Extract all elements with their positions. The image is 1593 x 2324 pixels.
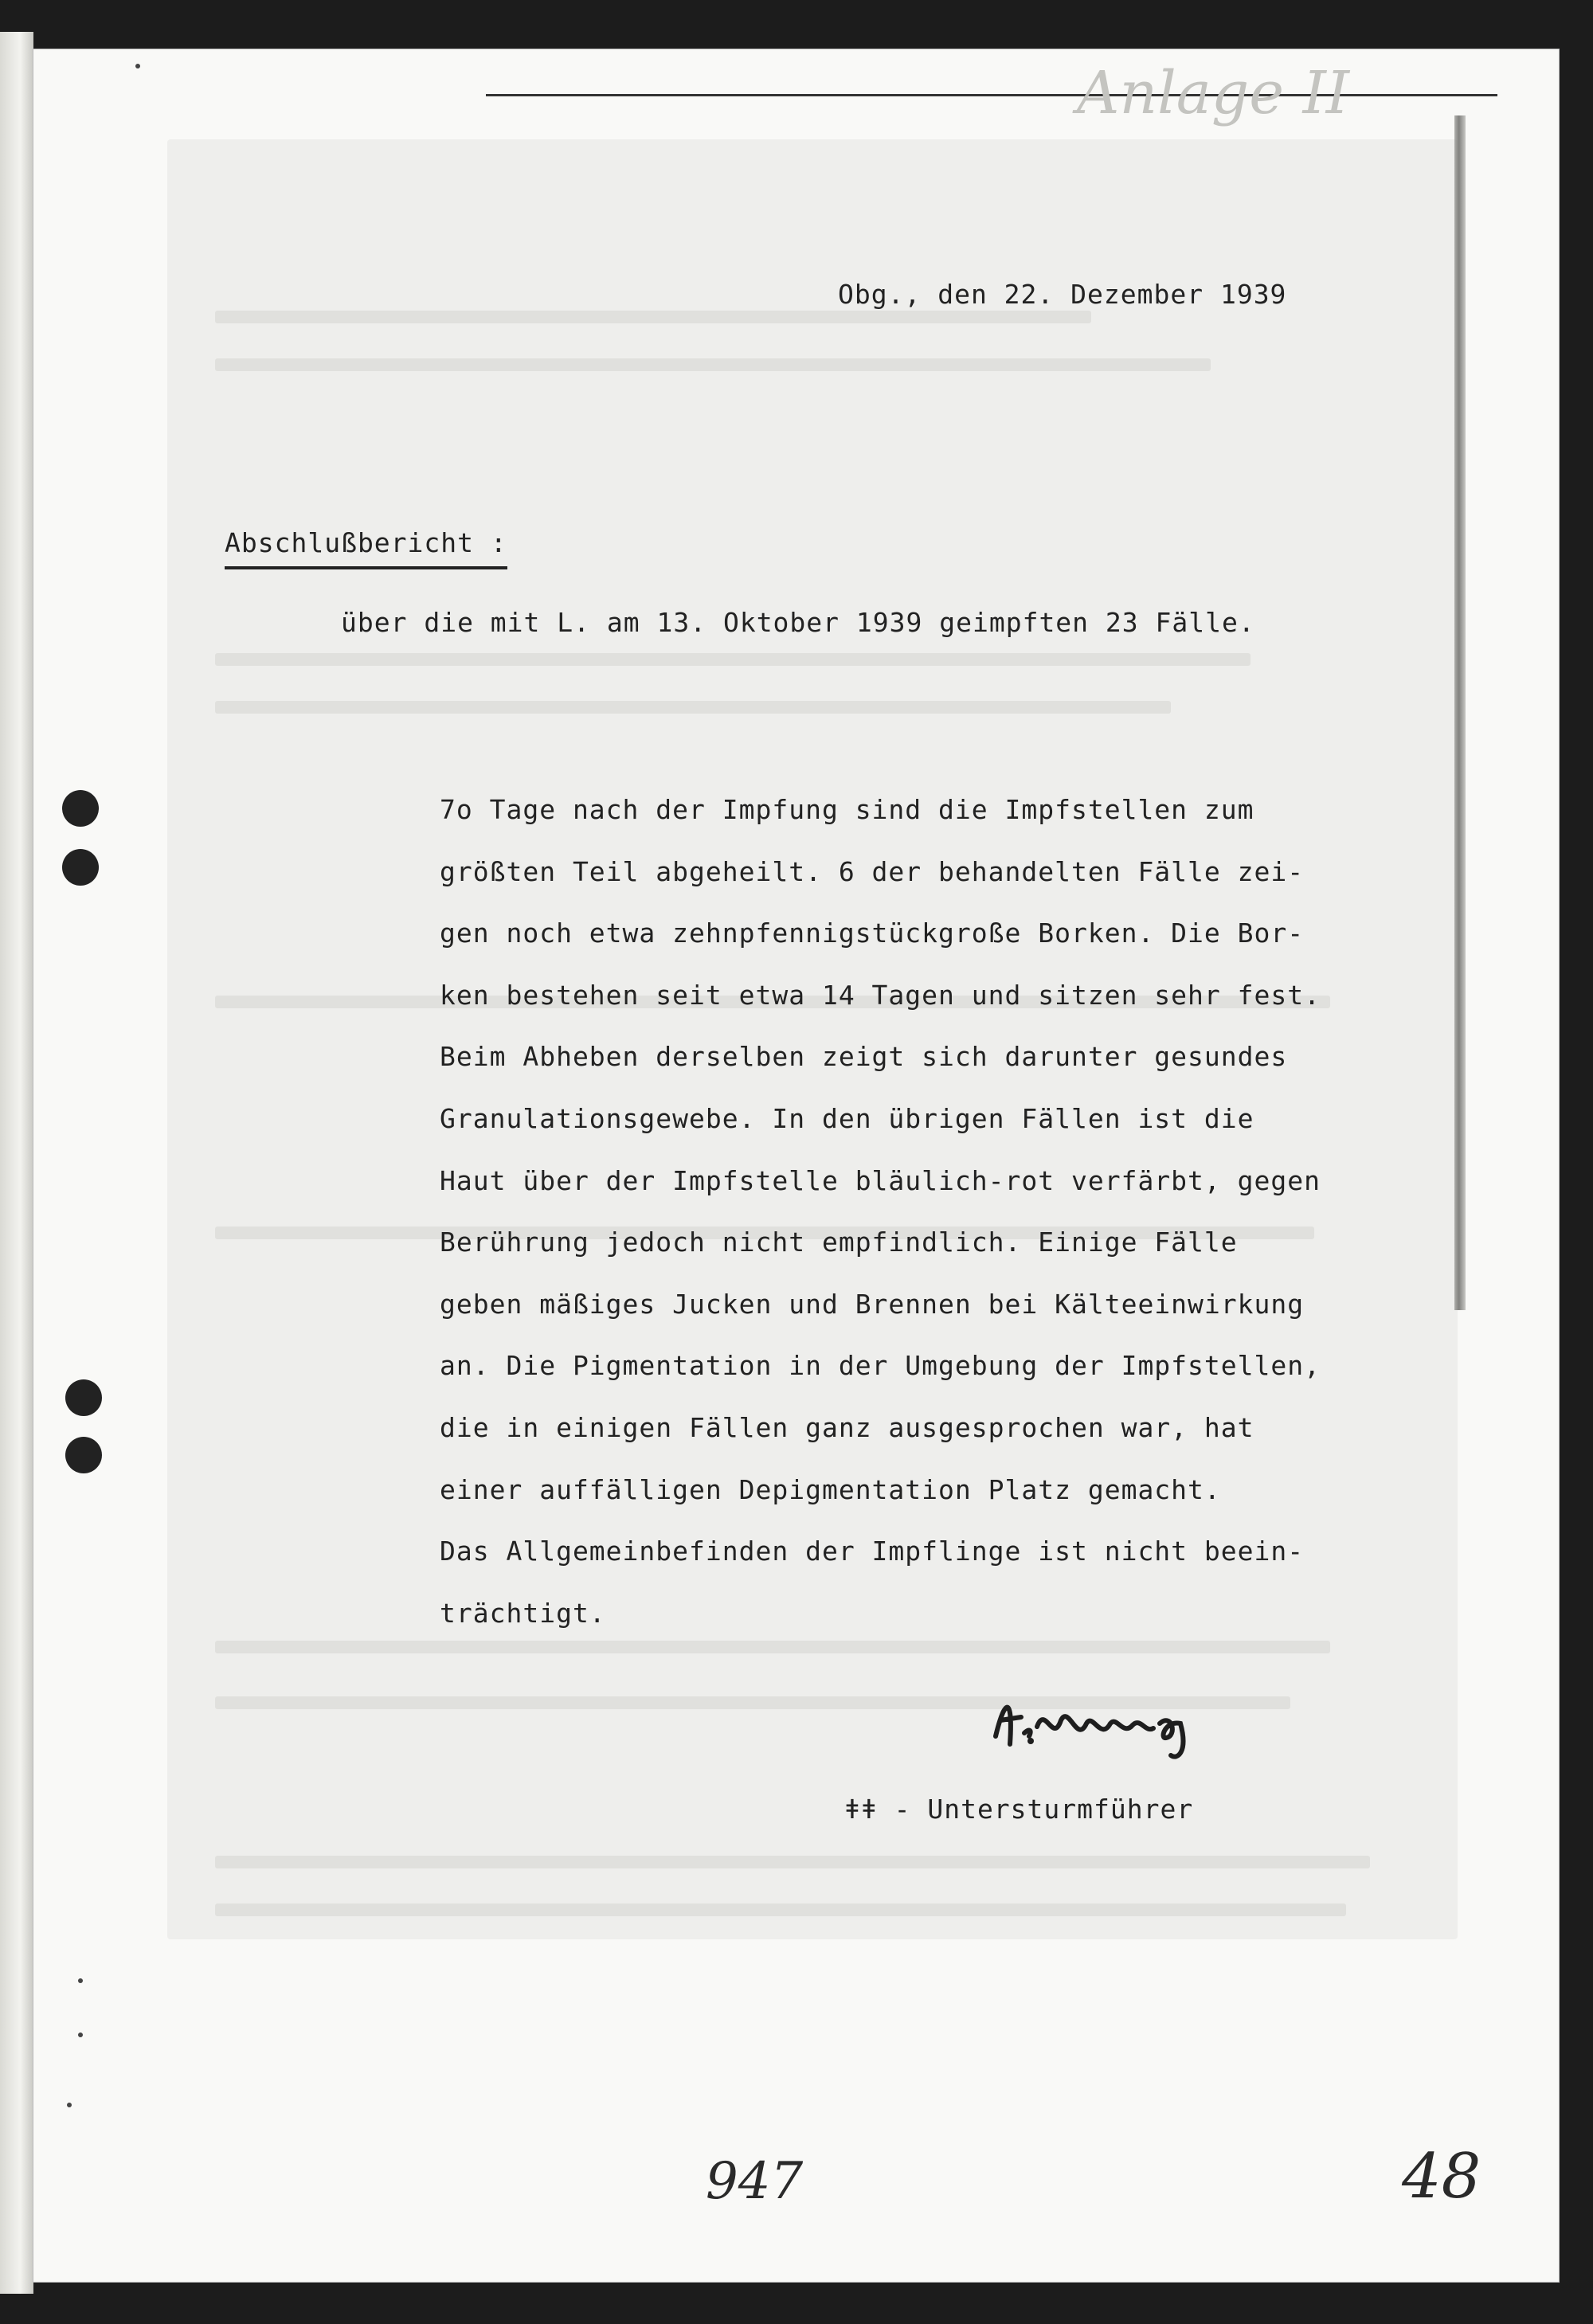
folio-number-left: 947 <box>706 2152 804 2211</box>
bleed-line <box>215 653 1251 666</box>
body-line: 7o Tage nach der Impfung sind die Impfstellen zum <box>440 794 1254 825</box>
bleed-line <box>215 1903 1346 1916</box>
punch-hole <box>62 790 99 827</box>
body-line: trächtigt. <box>440 1597 606 1629</box>
body-line: größten Teil abgeheilt. 6 der behandelten Fälle zei- <box>440 855 1305 887</box>
body-line: Berührung jedoch nicht empfindlich. Einige Fälle <box>440 1227 1238 1258</box>
body-line: gen noch etwa zehnpfennigstückgroße Borken. Die Bor- <box>440 917 1305 949</box>
top-annotation: Anlage II <box>1077 59 1350 127</box>
speck <box>78 2033 83 2037</box>
report-body <box>440 779 1321 1644</box>
body-line: einer auffälligen Depigmentation Platz gemacht. <box>440 1473 1221 1505</box>
body-line: Haut über der Impfstelle bläulich-rot verfärbt, gegen <box>440 1164 1321 1196</box>
body-line: ken bestehen seit etwa 14 Tagen und sitzen sehr fest. <box>440 979 1321 1011</box>
speck <box>78 1978 83 1983</box>
bleed-line <box>215 311 1091 323</box>
date-line: Obg., den 22. Dezember 1939 <box>838 279 1287 310</box>
signature-title: ǂǂ - Untersturmführer <box>844 1794 1194 1825</box>
bleed-line <box>215 701 1171 714</box>
binding-edge <box>1454 115 1466 1310</box>
punch-hole <box>62 849 99 886</box>
body-line: Das Allgemeinbefinden der Impflinge ist nicht beein- <box>440 1536 1305 1567</box>
folio-number-right: 48 <box>1402 2141 1481 2212</box>
speck <box>67 2103 72 2107</box>
punch-hole <box>65 1379 102 1416</box>
report-heading: Abschlußbericht : <box>225 527 507 569</box>
punch-hole <box>65 1437 102 1473</box>
bleed-line <box>215 358 1211 371</box>
body-line: geben mäßiges Jucken und Brennen bei Kälteeinwirkung <box>440 1288 1305 1320</box>
body-line: an. Die Pigmentation in der Umgebung der Impfstellen, <box>440 1350 1321 1382</box>
report-subject: über die mit L. am 13. Oktober 1939 geimpften 23 Fälle. <box>341 607 1255 638</box>
body-line: die in einigen Fällen ganz ausgesprochen war, hat <box>440 1411 1254 1443</box>
previous-page-edge <box>0 32 33 2294</box>
bleed-line <box>215 1856 1370 1868</box>
handwritten-signature <box>989 1688 1228 1760</box>
body-line: Beim Abheben derselben zeigt sich darunter gesundes <box>440 1041 1288 1073</box>
body-line: Granulationsgewebe. In den übrigen Fällen ist die <box>440 1102 1254 1134</box>
speck <box>135 64 140 68</box>
